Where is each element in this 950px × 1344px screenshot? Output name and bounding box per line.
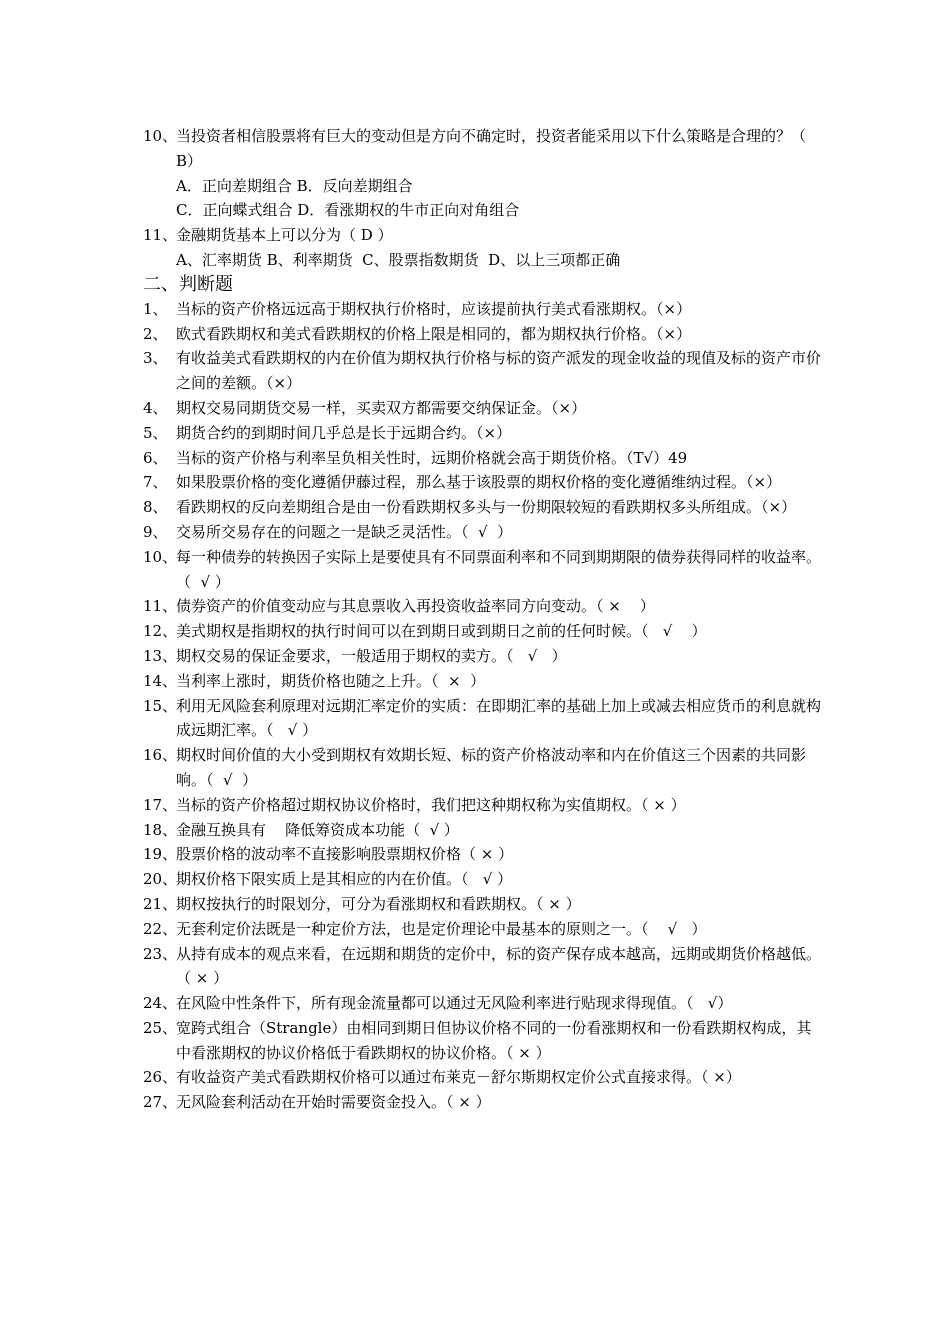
question-item xyxy=(143,223,823,248)
question-item xyxy=(143,793,823,818)
question-text: 当标的资产价格远远高于期权执行价格时，应该提前执行美式看涨期权。（×） xyxy=(176,299,692,318)
question-item xyxy=(143,1090,823,1115)
question-item xyxy=(143,818,823,843)
question-text: 当标的资产价格超过期权协议价格时，我们把这种期权称为实值期权。（ × ） xyxy=(176,795,686,814)
question-number: 24、 xyxy=(143,994,178,1013)
question-number: 20、 xyxy=(143,870,178,889)
question-number: 18、 xyxy=(143,820,178,839)
question-item xyxy=(143,545,823,595)
answer-options: C．正向蝶式组合 D．看涨期权的牛市正向对角组合 xyxy=(176,201,520,220)
question-item xyxy=(143,892,823,917)
question-text: 期货合约的到期时间几乎总是长于远期合约。（×） xyxy=(176,423,512,442)
question-number: 3、 xyxy=(143,349,168,368)
question-text: 美式期权是指期权的执行时间可以在到期日或到期日之前的任何时候。（ √ ） xyxy=(176,622,707,641)
section-heading: 二、判断题 xyxy=(143,273,233,295)
question-number: 25、 xyxy=(143,1018,178,1037)
question-item xyxy=(143,1065,823,1090)
question-text: 当投资者相信股票将有巨大的变动但是方向不确定时，投资者能采用以下什么策略是合理的？（ B） xyxy=(176,127,811,170)
question-text: 从持有成本的观点来看，在远期和期货的定价中，标的资产保存成本越高，远期或期货价格越低。（ × ） xyxy=(176,944,822,988)
question-item xyxy=(143,644,823,669)
answer-options: A．正向差期组合 B．反向差期组合 xyxy=(176,176,413,195)
question-number: 5、 xyxy=(143,423,168,442)
question-item xyxy=(143,396,823,421)
question-text: 有收益美式看跌期权的内在价值为期权执行价格与标的资产派发的现金收益的现值及标的资产市价之间的差额。（×） xyxy=(176,349,822,393)
document-body xyxy=(143,124,823,1115)
question-number: 15、 xyxy=(143,696,178,715)
question-item xyxy=(143,495,823,520)
question-item xyxy=(143,594,823,619)
question-text: 如果股票价格的变化遵循伊藤过程，那么基于该股票的期权价格的变化遵循维纳过程。（×） xyxy=(176,473,782,492)
question-text: 欧式看跌期权和美式看跌期权的价格上限是相同的，都为期权执行价格。（×） xyxy=(176,324,692,343)
question-number: 21、 xyxy=(143,894,178,913)
question-text: 无风险套利活动在开始时需要资金投入。（ × ） xyxy=(176,1093,491,1112)
question-number: 11、 xyxy=(143,226,178,245)
question-item xyxy=(143,470,823,495)
question-text: 金融期货基本上可以分为（ D ） xyxy=(176,226,393,245)
question-text: 在风险中性条件下，所有现金流量都可以通过无风险利率进行贴现求得现值。（ √） xyxy=(176,994,733,1013)
question-item xyxy=(143,421,823,446)
question-item xyxy=(143,322,823,347)
question-number: 23、 xyxy=(143,944,178,963)
question-text: 当标的资产价格与利率呈负相关性时，远期价格就会高于期货价格。（T√）49 xyxy=(176,448,688,467)
question-number: 13、 xyxy=(143,646,178,665)
question-text: 宽跨式组合（Strangle）由相同到期日但协议价格不同的一份看涨期权和一份看跌期权构成，其中看涨期权的协议价格低于看跌期权的协议价格。（ × ） xyxy=(176,1018,812,1062)
question-number: 26、 xyxy=(143,1068,178,1087)
question-item xyxy=(143,520,823,545)
question-number: 27、 xyxy=(143,1093,178,1112)
answer-options: A、汇率期货 B、利率期货 C、股票指数期货 D、以上三项都正确 xyxy=(176,250,621,269)
true-false-section xyxy=(143,297,823,1115)
question-item xyxy=(143,842,823,867)
question-item xyxy=(143,669,823,694)
question-item xyxy=(143,917,823,942)
question-item xyxy=(143,867,823,892)
question-number: 11、 xyxy=(143,597,178,616)
question-item xyxy=(143,446,823,471)
question-number: 10、 xyxy=(143,547,178,566)
question-number: 8、 xyxy=(143,498,168,517)
question-text: 交易所交易存在的问题之一是缺乏灵活性。（ √ ） xyxy=(176,522,513,541)
question-item xyxy=(143,346,823,396)
question-number: 10、 xyxy=(143,127,178,145)
question-text: 期权价格下限实质上是其相应的内在价值。（ √ ） xyxy=(176,870,513,889)
question-text: 无套利定价法既是一种定价方法，也是定价理论中最基本的原则之一。（ √ ） xyxy=(176,919,707,938)
question-item xyxy=(143,743,823,793)
question-number: 16、 xyxy=(143,746,178,765)
question-text: 期权按执行的时限划分，可分为看涨期权和看跌期权。（ × ） xyxy=(176,894,581,913)
question-item xyxy=(143,297,823,322)
question-text: 期权时间价值的大小受到期权有效期长短、标的资产价格波动率和内在价值这三个因素的共同影响。（ √ ） xyxy=(176,746,807,789)
question-number: 22、 xyxy=(143,919,178,938)
multiple-choice-section xyxy=(143,124,823,273)
question-text: 当利率上涨时，期货价格也随之上升。（ × ） xyxy=(176,671,486,690)
question-number: 1、 xyxy=(143,299,168,318)
question-item xyxy=(143,991,823,1016)
question-text: 看跌期权的反向差期组合是由一份看跌期权多头与一份期限较短的看跌期权多头所组成。（×） xyxy=(176,498,797,517)
question-text: 金融互换具有 降低筹资成本功能（ √ ） xyxy=(176,820,459,839)
question-text: 期权交易同期货交易一样，买卖双方都需要交纳保证金。（×） xyxy=(176,398,587,417)
question-item xyxy=(143,124,823,174)
question-number: 14、 xyxy=(143,671,178,690)
question-text: 股票价格的波动率不直接影响股票期权价格（ × ） xyxy=(176,845,514,864)
question-item xyxy=(143,694,823,744)
question-text: 期权交易的保证金要求，一般适用于期权的卖方。（ √ ） xyxy=(176,646,567,665)
question-text: 有收益资产美式看跌期权价格可以通过布莱克－舒尔斯期权定价公式直接求得。（ ×） xyxy=(176,1068,741,1087)
question-number: 9、 xyxy=(143,522,168,541)
question-number: 17、 xyxy=(143,795,178,814)
question-number: 4、 xyxy=(143,398,168,417)
question-number: 19、 xyxy=(143,845,178,864)
question-number: 12、 xyxy=(143,622,178,641)
question-number: 2、 xyxy=(143,324,168,343)
question-number: 6、 xyxy=(143,448,168,467)
question-text: 每一种债券的转换因子实际上是要使具有不同票面利率和不同到期期限的债券获得同样的收益率。（ √ ） xyxy=(176,547,822,591)
question-item xyxy=(143,619,823,644)
question-item xyxy=(143,1016,823,1066)
question-text: 债券资产的价值变动应与其息票收入再投资收益率同方向变动。（ × ） xyxy=(176,597,655,616)
question-number: 7、 xyxy=(143,473,168,492)
question-text: 利用无风险套利原理对远期汇率定价的实质：在即期汇率的基础上加上或减去相应货币的利息就构成远期汇率。（ √ ） xyxy=(176,696,822,740)
question-item xyxy=(143,942,823,992)
